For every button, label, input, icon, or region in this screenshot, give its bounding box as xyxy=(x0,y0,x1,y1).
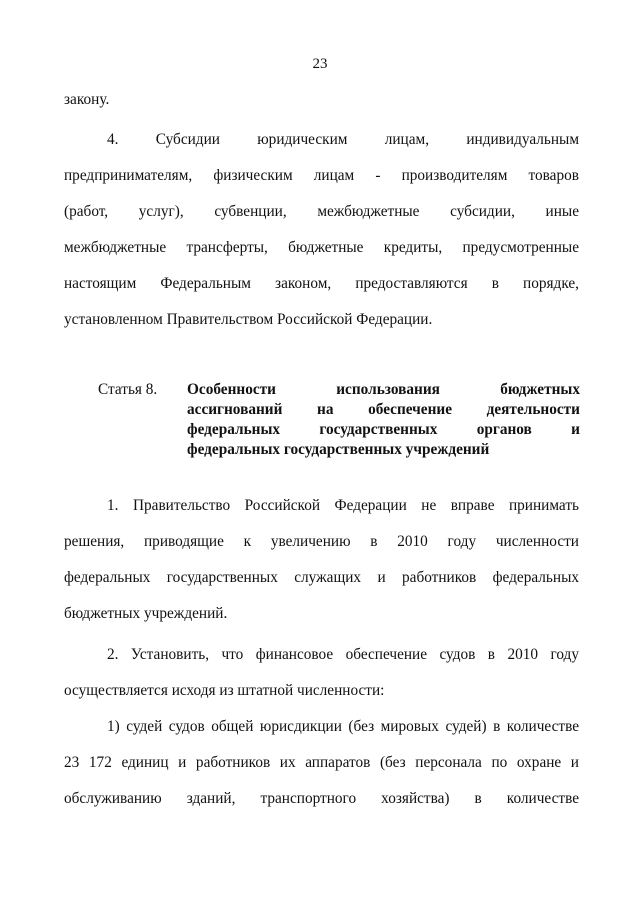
intro-text xyxy=(64,90,579,110)
text-line: предпринимателям, физическим лицам - производителям товаров xyxy=(64,167,579,184)
text-line: 1) судей судов общей юрисдикции (без мировых судей) в количестве xyxy=(107,718,579,735)
paragraph-4 xyxy=(64,130,579,330)
article-title-line: ассигнований на обеспечение деятельности xyxy=(187,401,580,418)
text-line: настоящим Федеральным законом, предоставляются в порядке, xyxy=(64,275,579,292)
paragraph-1 xyxy=(64,496,579,624)
text-line: решения, приводящие к увеличению в 2010 году численности xyxy=(64,533,579,550)
text-line: 23 172 единиц и работников их аппаратов (без персонала по охране и xyxy=(64,754,579,771)
text-line: осуществляется исходя из штатной численности: xyxy=(64,682,385,699)
text-line: (работ, услуг), субвенции, межбюджетные субсидии, иные xyxy=(64,203,579,220)
text-line: установленном Правительством Российской Федерации. xyxy=(64,311,433,328)
text-line: закону. xyxy=(64,91,110,108)
text-line: обслуживанию зданий, транспортного хозяйства) в количестве xyxy=(64,790,579,807)
paragraph-2 xyxy=(64,645,579,701)
text-line: бюджетных учреждений. xyxy=(64,605,228,622)
text-line: межбюджетные трансферты, бюджетные кредиты, предусмотренные xyxy=(64,239,579,256)
article-title-line: Особенности использования бюджетных xyxy=(187,381,580,398)
text-line: 4. Субсидии юридическим лицам, индивидуальным xyxy=(107,131,579,148)
text-line: 1. Правительство Российской Федерации не вправе принимать xyxy=(107,497,579,514)
article-title-line: федеральных государственных учреждений xyxy=(187,441,490,458)
text-line: федеральных государственных служащих и работников федеральных xyxy=(64,569,579,586)
article-title xyxy=(187,380,580,460)
page-number: 23 xyxy=(312,56,328,72)
article-label: Статья 8. xyxy=(98,381,158,398)
text-line: 2. Установить, что финансовое обеспечение судов в 2010 году xyxy=(107,646,579,663)
sub-item-1 xyxy=(64,717,579,809)
article-title-line: федеральных государственных органов и xyxy=(187,421,580,438)
